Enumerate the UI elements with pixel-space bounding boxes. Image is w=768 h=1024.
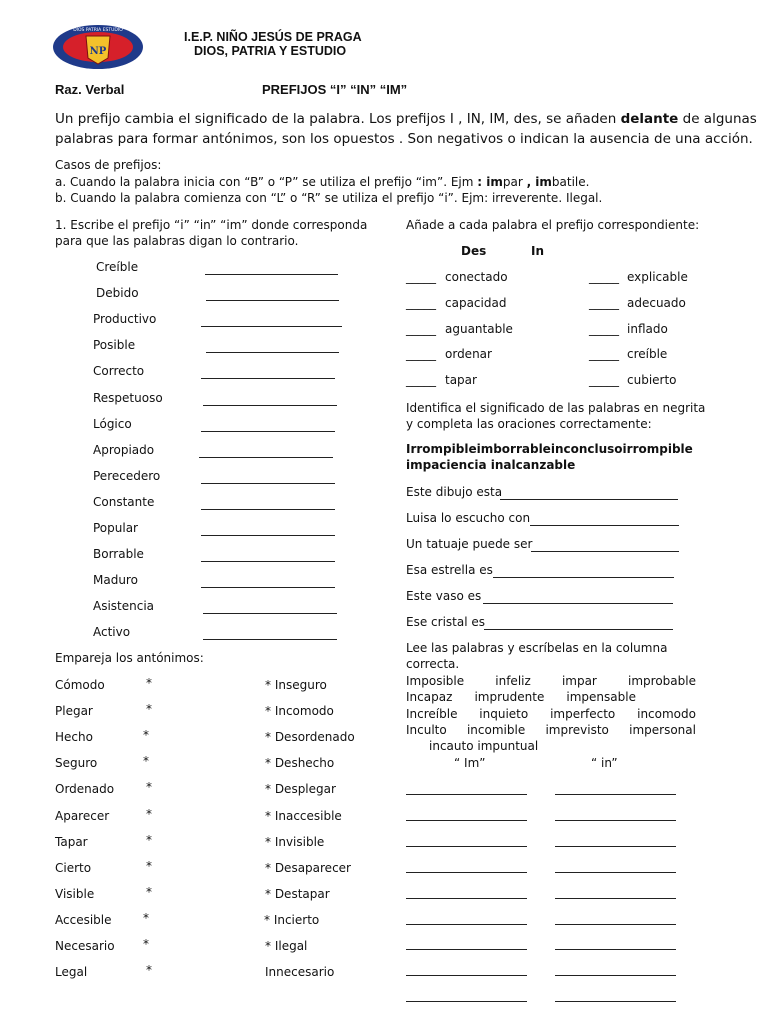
match-bullet[interactable]: * bbox=[143, 728, 149, 743]
matching-right-word: * Deshecho bbox=[265, 756, 335, 771]
exercise3-bold-words-2: impaciencia inalcanzable bbox=[406, 458, 576, 472]
prefix-blank[interactable]: _____ bbox=[589, 347, 619, 362]
col-im-header: “ Im” bbox=[454, 756, 486, 770]
exercise1-word: Debido bbox=[96, 286, 139, 301]
matching-left-word: Accesible bbox=[55, 912, 112, 927]
prefix-blank[interactable]: _____ bbox=[589, 373, 619, 388]
subject-label: Raz. Verbal bbox=[55, 82, 125, 97]
exercise3-instruction-1: Identifica el significado de las palabras en negrita bbox=[406, 401, 706, 415]
im-answer-line[interactable] bbox=[406, 820, 527, 821]
matching-right-word: * Destapar bbox=[265, 886, 330, 901]
exercise4-word: impersonal bbox=[629, 722, 696, 737]
exercise1-word: Constante bbox=[93, 494, 155, 509]
matching-left-word: Visible bbox=[55, 886, 95, 901]
case-a: a. Cuando la palabra inicia con “B” o “P” se utiliza el prefijo “im”. Ejm : impar , imbatile. bbox=[55, 175, 590, 189]
exercise2-right-word: cubierto bbox=[627, 373, 677, 388]
answer-line[interactable] bbox=[493, 577, 674, 578]
exercise4-word: Incapaz bbox=[406, 690, 453, 705]
exercise3-sentence: Luisa lo escucho con bbox=[406, 510, 531, 525]
answer-line[interactable] bbox=[201, 509, 335, 510]
matching-left-word: Aparecer bbox=[55, 808, 110, 823]
exercise4-word: infeliz bbox=[495, 674, 531, 688]
answer-line[interactable] bbox=[483, 603, 673, 604]
prefix-blank[interactable]: _____ bbox=[589, 295, 619, 310]
answer-line[interactable] bbox=[201, 483, 335, 484]
match-bullet[interactable]: * bbox=[146, 780, 152, 795]
matching-right-word: Innecesario bbox=[265, 965, 335, 980]
exercise4-word: imprevisto bbox=[545, 722, 609, 737]
matching-right-word: * Inaccesible bbox=[265, 808, 342, 823]
prefix-blank[interactable]: _____ bbox=[589, 321, 619, 336]
match-bullet[interactable]: * bbox=[146, 963, 152, 978]
exercise1-word: Productivo bbox=[93, 312, 157, 327]
matching-left-word: Tapar bbox=[55, 834, 88, 849]
matching-left-word: Necesario bbox=[55, 939, 115, 953]
im-answer-line[interactable] bbox=[406, 1001, 527, 1002]
matching-right-word: * Inseguro bbox=[265, 678, 327, 692]
match-bullet[interactable]: * bbox=[143, 754, 149, 769]
exercise2-left-word: aguantable bbox=[445, 321, 513, 336]
bold-word: imborrable bbox=[476, 442, 551, 456]
exercise1-word: Respetuoso bbox=[93, 390, 163, 405]
im-answer-line[interactable] bbox=[406, 872, 527, 873]
matching-right-word: * Desaparecer bbox=[265, 860, 351, 875]
exercise3-sentence: Un tatuaje puede ser bbox=[406, 536, 533, 551]
exercise1-word: Borrable bbox=[93, 547, 144, 562]
exercise3-sentence: Esa estrella es bbox=[406, 562, 493, 577]
exercise4-word-row bbox=[406, 707, 696, 721]
match-bullet[interactable]: * bbox=[146, 832, 152, 847]
cases-heading: Casos de prefijos: bbox=[55, 158, 162, 172]
in-answer-line[interactable] bbox=[555, 872, 676, 873]
matching-right-word: * Incomodo bbox=[265, 704, 334, 719]
im-answer-line[interactable] bbox=[406, 898, 527, 899]
exercise1-word: Posible bbox=[93, 338, 136, 353]
prefix-blank[interactable]: _____ bbox=[589, 270, 619, 284]
answer-line[interactable] bbox=[201, 431, 335, 432]
exercise2-left-word: conectado bbox=[445, 270, 508, 284]
exercise1-word: Asistencia bbox=[93, 599, 155, 614]
in-answer-line[interactable] bbox=[555, 975, 676, 976]
exercise4-word: imperfecto bbox=[550, 706, 616, 721]
in-answer-line[interactable] bbox=[555, 794, 676, 795]
bold-word: inconcluso bbox=[550, 442, 623, 456]
prefix-blank[interactable]: _____ bbox=[406, 295, 436, 310]
answer-line[interactable] bbox=[484, 629, 673, 630]
match-bullet[interactable]: * bbox=[146, 676, 152, 690]
exercise2-left-word: ordenar bbox=[445, 347, 492, 362]
in-answer-line[interactable] bbox=[555, 1001, 676, 1002]
case-b: b. Cuando la palabra comienza con “L” o “R” se utiliza el prefijo “i”. Ejm: irreverente. Ilegal. bbox=[55, 191, 603, 205]
exercise2-right-word: inflado bbox=[627, 321, 668, 336]
exercise2-left-word: capacidad bbox=[445, 295, 507, 310]
col-head-in: In bbox=[531, 244, 545, 258]
exercise1-word: Apropiado bbox=[93, 442, 155, 457]
im-answer-line[interactable] bbox=[406, 975, 527, 976]
intro-line-1: Un prefijo cambia el significado de la palabra. Los prefijos I , IN, IM, des, se añaden delante de algunas bbox=[55, 111, 757, 127]
answer-line[interactable] bbox=[531, 551, 679, 552]
match-bullet[interactable]: * bbox=[143, 937, 149, 951]
exercise4-word: inquieto bbox=[479, 706, 529, 721]
answer-line[interactable] bbox=[201, 561, 335, 562]
exercise4-word: improbable bbox=[628, 674, 696, 688]
matching-instruction: Empareja los antónimos: bbox=[55, 651, 204, 665]
exercise4-word: imprudente bbox=[474, 690, 545, 705]
col-in-header: “ in” bbox=[591, 756, 618, 770]
exercise3-instruction-2: y completa las oraciones correctamente: bbox=[406, 417, 652, 431]
match-bullet[interactable]: * bbox=[146, 806, 152, 821]
exercise1-word: Correcto bbox=[93, 364, 145, 379]
answer-line[interactable] bbox=[206, 300, 339, 301]
page-title: PREFIJOS “I” “IN” “IM” bbox=[262, 82, 408, 97]
intro-line-2: palabras para formar antónimos, son los opuestos . Son negativos o indican la ausencia de una acción. bbox=[55, 131, 753, 147]
exercise4-word-row bbox=[406, 723, 696, 737]
in-answer-line[interactable] bbox=[555, 949, 676, 950]
matching-left-word: Hecho bbox=[55, 730, 93, 745]
matching-left-word: Cierto bbox=[55, 860, 92, 875]
in-answer-line[interactable] bbox=[555, 898, 676, 899]
exercise1-word: Creíble bbox=[96, 260, 139, 274]
im-answer-line[interactable] bbox=[406, 949, 527, 950]
bold-word: irrompible bbox=[622, 442, 693, 456]
matching-right-word: * Invisible bbox=[265, 834, 325, 849]
matching-right-word: * Desplegar bbox=[265, 782, 336, 797]
in-answer-line[interactable] bbox=[555, 846, 676, 847]
bold-word: Irrompible bbox=[406, 442, 477, 456]
answer-line[interactable] bbox=[206, 352, 339, 353]
exercise4-word-row bbox=[406, 690, 636, 704]
school-motto: DIOS, PATRIA Y ESTUDIO bbox=[194, 44, 347, 58]
matching-left-word: Cómodo bbox=[55, 678, 105, 692]
exercise1-word: Perecedero bbox=[93, 468, 161, 483]
exercise1-instruction-2: para que las palabras digan lo contrario. bbox=[55, 234, 299, 248]
exercise4-word: Imposible bbox=[406, 674, 465, 688]
exercise3-bold-words bbox=[406, 442, 693, 456]
prefix-blank[interactable]: _____ bbox=[406, 270, 436, 284]
answer-line[interactable] bbox=[201, 378, 335, 379]
exercise4-instruction-1: Lee las palabras y escríbelas en la columna bbox=[406, 641, 668, 655]
answer-line[interactable] bbox=[201, 587, 335, 588]
in-answer-line[interactable] bbox=[555, 820, 676, 821]
answer-line[interactable] bbox=[500, 499, 678, 500]
exercise3-sentence: Ese cristal es bbox=[406, 614, 485, 629]
match-bullet[interactable]: * bbox=[146, 884, 152, 899]
matching-left-word: Ordenado bbox=[55, 782, 115, 797]
exercise4-instruction-2: correcta. bbox=[406, 657, 460, 671]
exercise1-word: Maduro bbox=[93, 573, 138, 588]
exercise4-word-row bbox=[406, 674, 696, 688]
exercise1-word: Popular bbox=[93, 521, 138, 535]
answer-line[interactable] bbox=[201, 326, 342, 327]
exercise2-right-word: explicable bbox=[627, 270, 688, 284]
exercise2-left-word: tapar bbox=[445, 373, 477, 388]
exercise3-sentence: Este vaso es bbox=[406, 588, 482, 603]
matching-left-word: Legal bbox=[55, 965, 88, 980]
exercise4-word: Increíble bbox=[406, 706, 458, 721]
match-bullet[interactable]: * bbox=[143, 910, 149, 925]
exercise4-word: incomible bbox=[466, 722, 526, 737]
school-name: I.E.P. NIÑO JESÚS DE PRAGA bbox=[184, 30, 362, 44]
exercise1-word: Lógico bbox=[93, 416, 132, 431]
school-logo bbox=[52, 24, 144, 70]
im-answer-line[interactable] bbox=[406, 794, 527, 795]
answer-line[interactable] bbox=[199, 457, 333, 458]
match-bullet[interactable]: * bbox=[146, 858, 152, 873]
col-head-des: Des bbox=[461, 244, 487, 258]
exercise1-word: Activo bbox=[93, 625, 131, 640]
prefix-blank[interactable]: _____ bbox=[406, 347, 436, 362]
exercise2-right-word: adecuado bbox=[627, 295, 686, 310]
exercise2-right-word: creíble bbox=[627, 347, 668, 362]
exercise4-last-row: incauto impuntual bbox=[429, 739, 539, 753]
exercise1-instruction-1: 1. Escribe el prefijo “i” “in” “im” donde corresponda bbox=[55, 218, 368, 232]
answer-line[interactable] bbox=[203, 405, 337, 406]
im-answer-line[interactable] bbox=[406, 924, 527, 925]
exercise4-word: impar bbox=[561, 674, 597, 688]
matching-right-word: * Ilegal bbox=[265, 939, 308, 953]
matching-right-word: * Desordenado bbox=[265, 730, 355, 745]
answer-line[interactable] bbox=[203, 613, 337, 614]
answer-line[interactable] bbox=[205, 274, 338, 275]
exercise2-instruction: Añade a cada palabra el prefijo correspondiente: bbox=[406, 218, 700, 232]
answer-line[interactable] bbox=[203, 639, 337, 640]
exercise4-word: impensable bbox=[566, 690, 636, 705]
in-answer-line[interactable] bbox=[555, 924, 676, 925]
im-answer-line[interactable] bbox=[406, 846, 527, 847]
answer-line[interactable] bbox=[530, 525, 679, 526]
matching-left-word: Seguro bbox=[55, 756, 98, 771]
exercise3-sentence: Este dibujo esta bbox=[406, 485, 503, 499]
match-bullet[interactable]: * bbox=[146, 702, 152, 717]
matching-right-word: * Incierto bbox=[264, 912, 320, 927]
exercise4-word: Inculto bbox=[406, 722, 447, 737]
logo-ring-text: DIOS PATRIA ESTUDIO bbox=[73, 28, 123, 33]
logo-monogram: NP bbox=[89, 46, 107, 57]
exercise4-word: incomodo bbox=[637, 706, 696, 721]
answer-line[interactable] bbox=[201, 535, 335, 536]
prefix-blank[interactable]: _____ bbox=[406, 373, 436, 388]
matching-left-word: Plegar bbox=[55, 704, 93, 719]
prefix-blank[interactable]: _____ bbox=[406, 321, 436, 336]
